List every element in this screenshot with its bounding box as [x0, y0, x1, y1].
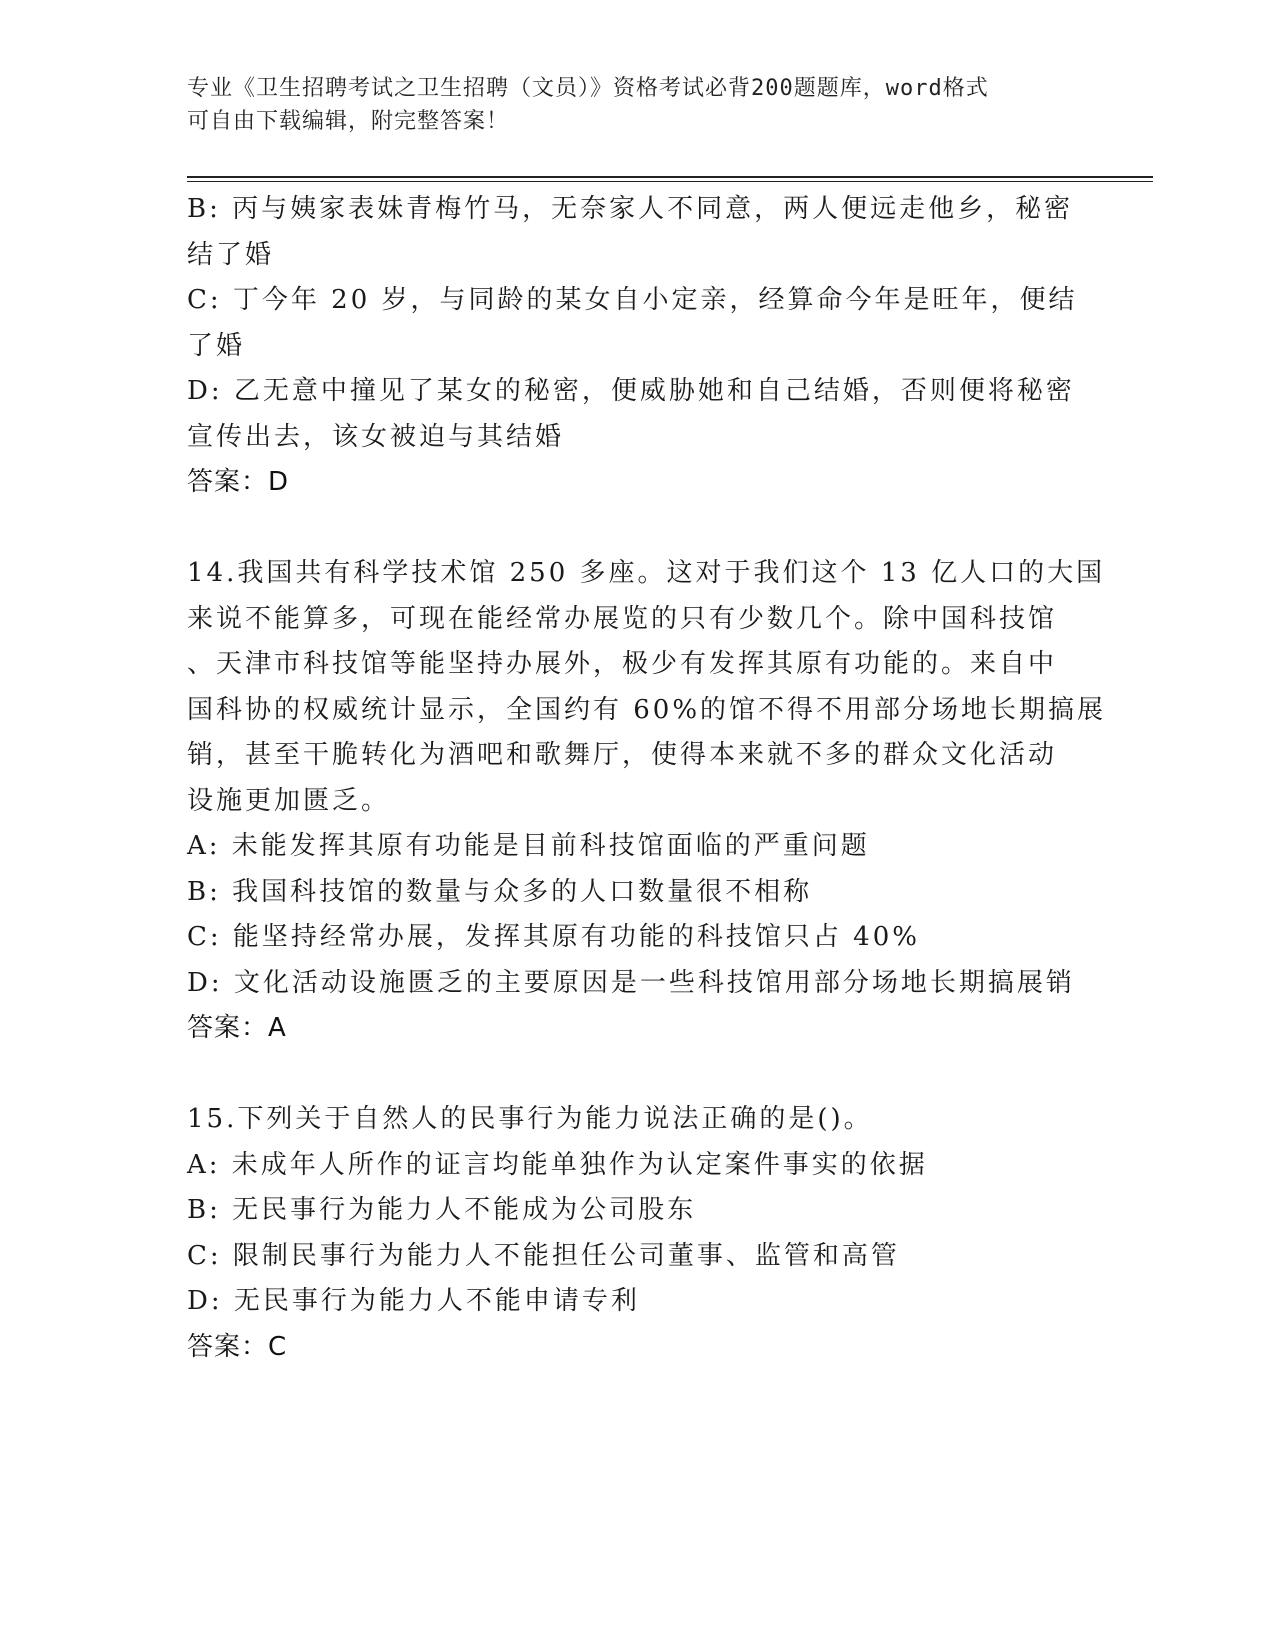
q14-stem-line-3: 、天津市科技馆等能坚持办展外，极少有发挥其原有功能的。来自中: [187, 649, 1058, 679]
q14-option-c: C: 能坚持经常办展，发挥其原有功能的科技馆只占 40%: [187, 922, 920, 952]
q14-stem-line-6: 设施更加匮乏。: [187, 785, 391, 816]
q15-option-b: B: 无民事行为能力人不能成为公司股东: [187, 1195, 697, 1225]
question-15-block: [187, 1097, 1107, 1370]
q14-stem-line-5: 销，甚至干脆转化为酒吧和歌舞厅，使得本来就不多的群众文化活动: [187, 740, 1058, 770]
question-14-block: [187, 551, 1107, 1052]
q14-stem-line-4: 国科协的权威统计显示，全国约有 60%的馆不得不用部分场地长期搞展: [187, 694, 1107, 725]
q13-option-c-line-2: 了婚: [187, 330, 246, 361]
header-title-line-2: 可自由下载编辑，附完整答案！: [187, 109, 510, 134]
q14-stem-line-1: 14.我国共有科学技术馆 250 多座。这对于我们这个 13 亿人口的大国: [187, 558, 1106, 588]
q15-stem: 15.下列关于自然人的民事行为能力说法正确的是()。: [187, 1104, 873, 1134]
q14-option-b: B: 我国科技馆的数量与众多的人口数量很不相称: [187, 876, 813, 907]
q14-option-a: A: 未能发挥其原有功能是目前科技馆面临的严重问题: [187, 831, 870, 861]
document-header: [187, 72, 1087, 138]
q13-option-d-line-2: 宣传出去，该女被迫与其结婚: [187, 421, 565, 452]
q13-answer: 答案：D: [187, 467, 290, 497]
spacer: [187, 506, 1107, 552]
q15-option-c: C: 限制民事行为能力人不能担任公司董事、监管和高管: [187, 1240, 900, 1271]
header-title-line-1: 专业《卫生招聘考试之卫生招聘（文员）》资格考试必背200题题库，word格式: [187, 76, 989, 101]
spacer: [187, 1052, 1107, 1098]
q15-option-d: D: 无民事行为能力人不能申请专利: [187, 1286, 640, 1316]
q14-stem-line-2: 来说不能算多，可现在能经常办展览的只有少数几个。除中国科技馆: [187, 603, 1058, 634]
q13-option-b-line-2: 结了婚: [187, 239, 275, 270]
q15-option-a: A: 未成年人所作的证言均能单独作为认定案件事实的依据: [187, 1149, 928, 1180]
header-divider: [187, 176, 1153, 182]
q15-answer: 答案：C: [187, 1331, 288, 1362]
q13-option-d-line-1: D: 乙无意中撞见了某女的秘密，便威胁她和自己结婚，否则便将秘密: [187, 376, 1075, 406]
q13-option-b-line-1: B: 丙与姨家表妹青梅竹马，无奈家人不同意，两人便远走他乡，秘密: [187, 194, 1074, 224]
q14-answer: 答案：A: [187, 1013, 287, 1043]
document-body: [187, 187, 1107, 1370]
q14-option-d: D: 文化活动设施匮乏的主要原因是一些科技馆用部分场地长期搞展销: [187, 967, 1075, 998]
question-13-block: [187, 187, 1107, 506]
q13-option-c-line-1: C: 丁今年 20 岁，与同龄的某女自小定亲，经算命今年是旺年，便结: [187, 285, 1078, 315]
